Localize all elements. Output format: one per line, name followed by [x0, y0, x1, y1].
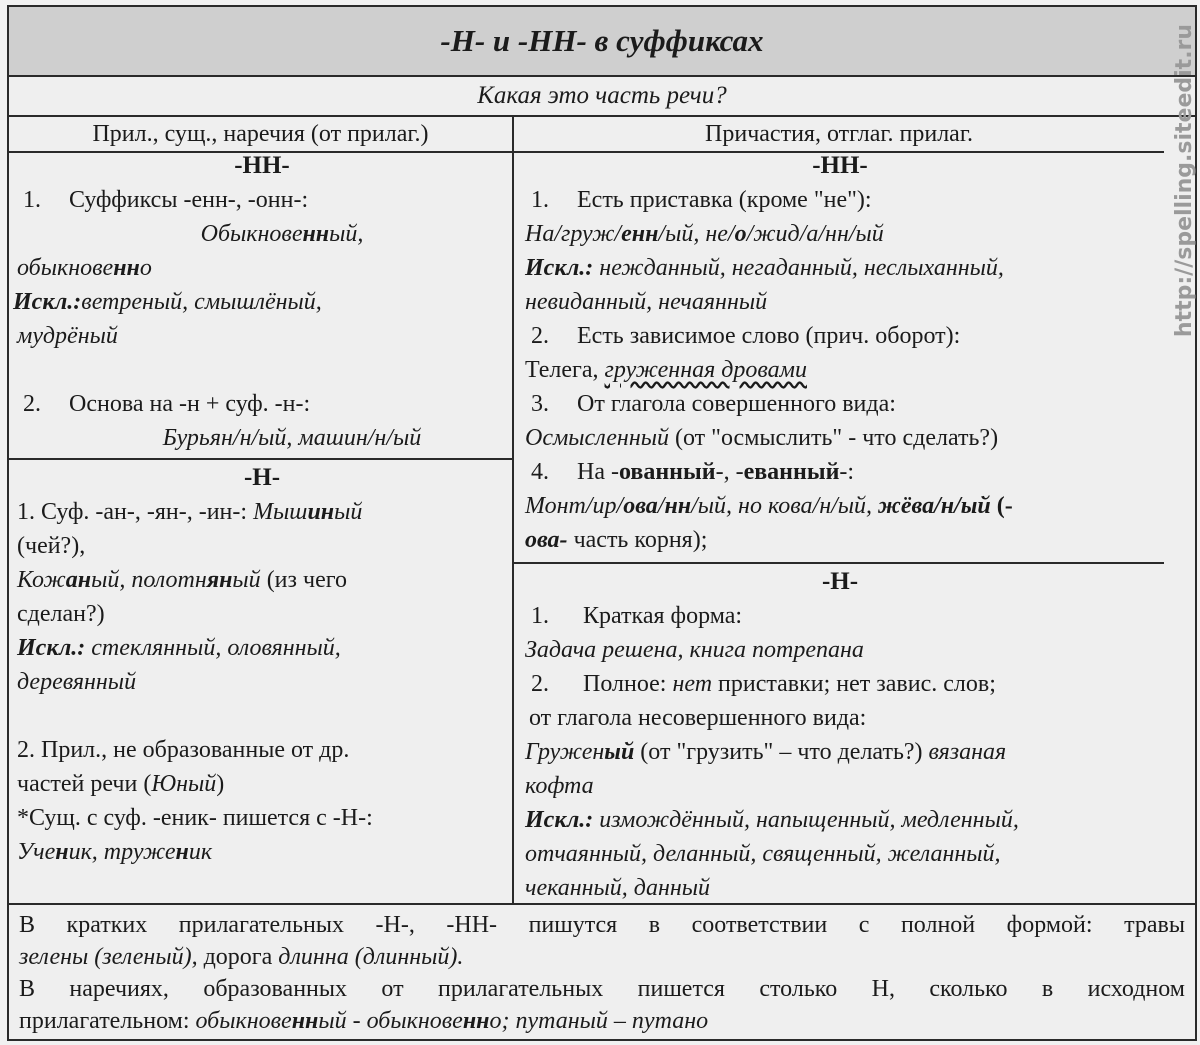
left-nn-exceptions: Искл.:ветреный, смышлёный, [13, 289, 322, 315]
right-nn-example-1: На/груж/енн/ый, не/о/жид/а/нн/ый [525, 221, 884, 247]
left-nn-section [13, 149, 507, 455]
left-n-exceptions: Искл.: стеклянный, оловянный, [17, 635, 341, 661]
right-n-item-2-cont: от глагола несовершенного вида: [529, 705, 867, 731]
right-n-example-2: Груженый (от "грузить" – что делать?) вязаная [525, 739, 1007, 765]
note-short-adjectives: В кратких прилагательных -Н-, -НН- пишутся в соответствии с полной формой: травы [19, 912, 1185, 938]
left-n-note: *Сущ. с суф. -еник- пишется с -Н-: [17, 805, 373, 831]
site-watermark: http://spelling.siteedit.ru [1172, 23, 1198, 337]
left-n-example-2-cont: сделан?) [17, 601, 105, 627]
left-n-example-2: Кожаный, полотняный (из чего [17, 567, 347, 593]
right-n-exceptions-cont-1: отчаянный, деланный, священный, желанный, [525, 841, 1001, 867]
right-nn-item-3: 3. От глагола совершенного вида: [531, 391, 896, 417]
left-nn-item-1: 1. Суффиксы -енн-, -онн-: [23, 187, 309, 213]
note-adverbs: В наречиях, образованных от прилагательных пишется столько Н, сколько в исходном [19, 976, 1185, 1002]
left-nn-example-1: Обыкновенный, [200, 221, 364, 247]
note-short-adjectives-cont: зелены (зеленый), дорога длинна (длинный). [19, 944, 464, 970]
right-n-exceptions-cont-2: чеканный, данный [525, 875, 711, 901]
right-nn-item-2: 2. Есть зависимое слово (прич. оборот): [531, 323, 961, 349]
right-n-exceptions: Искл.: измождённый, напыщенный, медленный, [525, 807, 1019, 833]
left-n-item-2: 2. Прил., не образованные от др. [17, 737, 350, 763]
left-nn-item-2: 2. Основа на -н + суф. -н-: [23, 391, 311, 417]
left-nn-header: -НН- [234, 152, 290, 179]
right-nn-item-1: 1. Есть приставка (кроме "не"): [531, 187, 872, 213]
left-n-item-1-question: (чей?), [17, 533, 86, 559]
right-column-header: Причастия, отглаг. прилаг. [514, 117, 1164, 153]
right-nn-header: -НН- [812, 152, 868, 179]
note-adverbs-cont: прилагательном: обыкновенный - обыкновенно; путаный – путано [19, 1008, 709, 1034]
right-nn-item-4: 4. На -ованный-, -еванный-: [531, 459, 855, 485]
right-nn-example-4: Монт/ир/ова/нн/ый, но кова/н/ый, жёва/н/ый (- [525, 493, 1013, 519]
left-nn-exceptions-cont: мудрёный [17, 323, 118, 349]
table-title: -Н- и -НН- в суффиксах [9, 7, 1195, 77]
right-n-item-2: 2. Полное: нет приставки; нет завис. слов; [531, 671, 996, 697]
right-nn-example-2: Телега, груженная дровами [525, 357, 807, 383]
right-nn-section [525, 149, 1155, 557]
rules-table [7, 5, 1197, 1041]
right-section-divider [512, 562, 1164, 564]
left-column-header: Прил., сущ., наречия (от прилаг.) [9, 117, 512, 153]
table-question: Какая это часть речи? [9, 77, 1195, 117]
left-n-item-2-cont: частей речи (Юный) [17, 771, 225, 797]
left-n-header: -Н- [243, 464, 281, 491]
column-divider [512, 117, 514, 905]
right-nn-example-4-cont: ова- часть корня); [525, 527, 708, 553]
left-section-divider [9, 458, 513, 460]
right-nn-exceptions: Искл.: нежданный, негаданный, неслыханный, [525, 255, 1004, 281]
right-n-section [525, 565, 1155, 905]
right-n-item-1: 1. Краткая форма: [531, 603, 743, 629]
right-n-example-1: Задача решена, книга потрепана [525, 637, 864, 663]
right-n-header: -Н- [821, 568, 859, 595]
left-nn-example-2: обыкновенно [17, 255, 152, 281]
left-n-section [17, 461, 507, 869]
right-n-example-2-cont: кофта [525, 773, 594, 799]
left-n-item-1: 1. Суф. -ан-, -ян-, -ин-: Мышиный [17, 499, 363, 525]
bottom-notes [9, 905, 1195, 1039]
right-nn-example-3: Осмысленный (от "осмыслить" - что сделать?) [525, 425, 999, 451]
left-n-exceptions-cont: деревянный [17, 669, 137, 695]
right-nn-exceptions-cont: невиданный, нечаянный [525, 289, 768, 315]
left-n-note-example: Ученик, труженик [17, 839, 213, 865]
left-nn-example-3: Бурьян/н/ый, машин/н/ый [162, 425, 422, 451]
